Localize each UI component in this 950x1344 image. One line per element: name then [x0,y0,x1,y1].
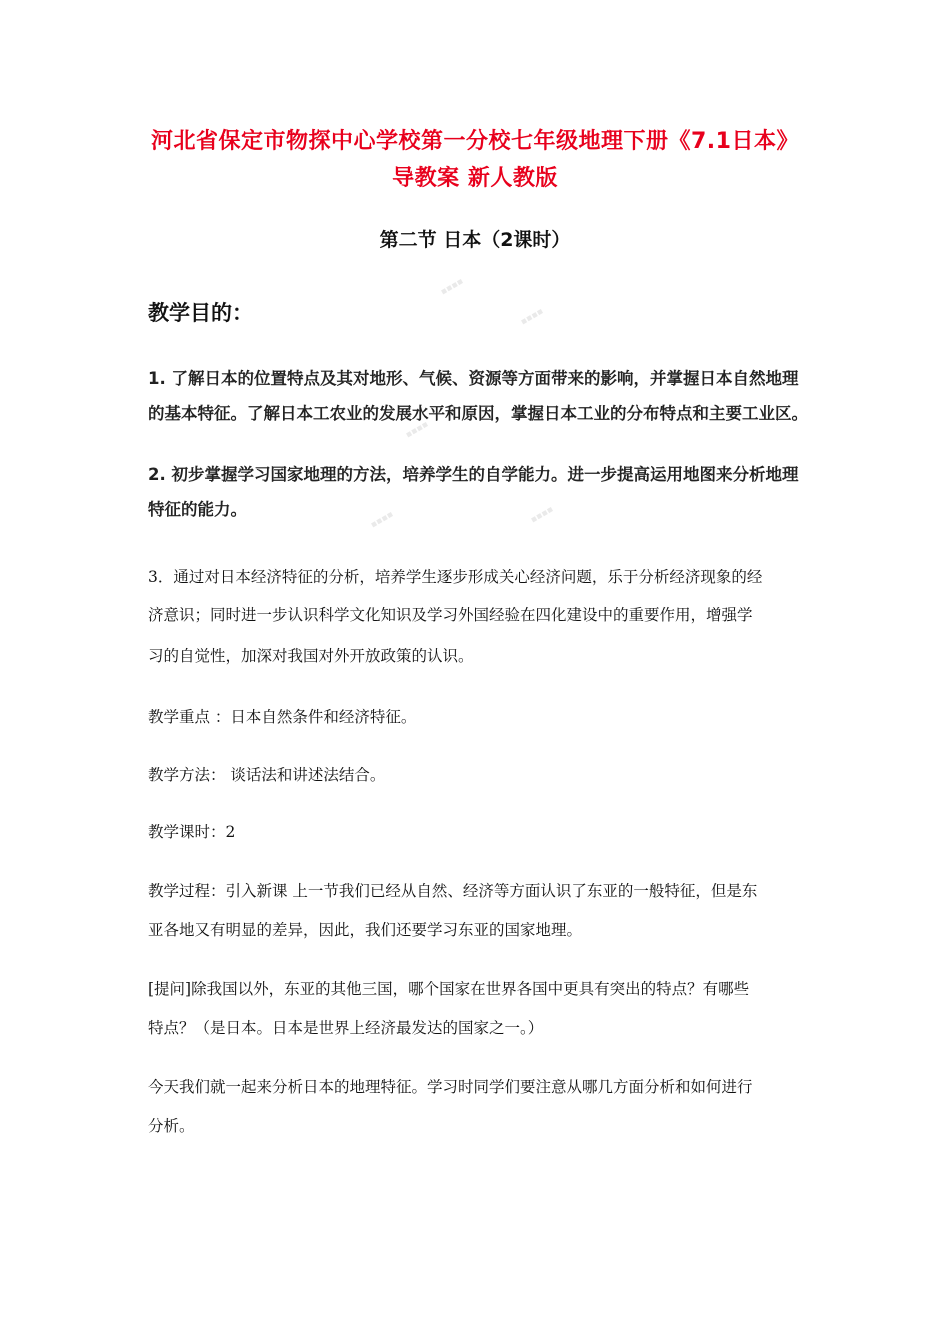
teaching-hours: 教学课时：2 [148,823,236,841]
section-subtitle: 第二节 日本（2课时） [379,229,571,251]
teaching-process-line-1: 教学过程：引入新课 上一节我们已经从自然、经济等方面认识了东亚的一般特征，但是东 [148,882,758,900]
document-title-line-1: 河北省保定市物探中心学校第一分校七年级地理下册《7.1日本》 [151,129,799,154]
closing-line-2: 分析。 [148,1117,195,1135]
goal-3-line-1: 3．通过对日本经济特征的分析，培养学生逐步形成关心经济问题，乐于分析经济现象的经 [148,568,763,586]
question-line-1: [提问]除我国以外，东亚的其他三国，哪个国家在世界各国中更具有突出的特点？有哪些 [148,980,750,998]
goal-3-line-3: 习的自觉性，加深对我国对外开放政策的认识。 [148,647,474,665]
teaching-focus: 教学重点 ：日本自然条件和经济特征。 [148,708,417,726]
objectives-heading: 教学目的： [148,301,253,325]
question-line-2: 特点？（是日本。日本是世界上经济最发达的国家之一。） [148,1019,544,1037]
watermark-mark: ▪▪▪▪ [404,419,431,441]
watermark-mark: ▪▪▪▪ [519,306,546,328]
goal-1-line-2: 的基本特征。了解日本工农业的发展水平和原因，掌握日本工业的分布特点和主要工业区。 [148,404,808,423]
goal-1-line-1: 1. 了解日本的位置特点及其对地形、气候、资源等方面带来的影响，并掌握日本自然地理 [148,369,799,388]
goal-2-line-1: 2. 初步掌握学习国家地理的方法，培养学生的自学能力。进一步提高运用地图来分析地理 [148,465,799,484]
teaching-process-line-2: 亚各地又有明显的差异，因此，我们还要学习东亚的国家地理。 [148,921,583,939]
watermark-mark: ▪▪▪▪ [369,509,396,531]
watermark-mark: ▪▪▪▪ [529,504,556,526]
watermark-mark: ▪▪▪▪ [439,276,466,298]
document-title-line-2: 导教案 新人教版 [392,166,558,191]
teaching-method: 教学方法： 谈话法和讲述法结合。 [148,766,386,784]
goal-3-line-2: 济意识；同时进一步认识科学文化知识及学习外国经验在四化建设中的重要作用，增强学 [148,606,753,624]
goal-2-line-2: 特征的能力。 [148,500,247,519]
closing-line-1: 今天我们就一起来分析日本的地理特征。学习时同学们要注意从哪几方面分析和如何进行 [148,1078,753,1096]
